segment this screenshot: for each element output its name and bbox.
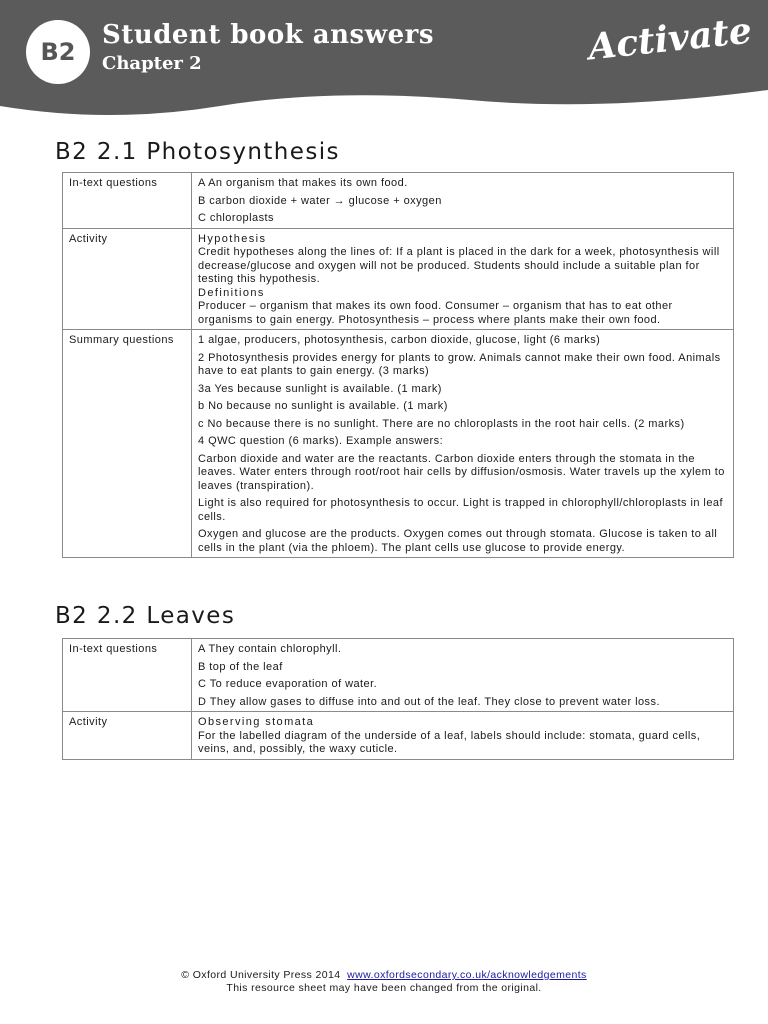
activate-logo: Activate bbox=[586, 9, 754, 69]
table-row bbox=[63, 639, 734, 712]
acknowledgements-link[interactable]: www.oxfordsecondary.co.uk/acknowledgements bbox=[347, 969, 587, 981]
row-label: In-text questions bbox=[63, 173, 192, 229]
chapter-badge: B2 bbox=[26, 20, 90, 84]
block-heading: Definitions bbox=[198, 286, 265, 299]
row-answers bbox=[192, 639, 734, 712]
answer-line: A An organism that makes its own food. bbox=[198, 177, 408, 189]
answer-line: C chloroplasts bbox=[198, 212, 274, 224]
answer-line: c No because there is no sunlight. There are no chloroplasts in the root hair cells. (2 marks) bbox=[198, 417, 685, 430]
block-text: For the labelled diagram of the underside of a leaf, labels should include: stomata, guard cells, veins, and, possibly, the waxy cuticle. bbox=[198, 729, 701, 755]
answers-table-leaves bbox=[62, 638, 734, 760]
row-label: In-text questions bbox=[63, 639, 192, 712]
answer-line: 2 Photosynthesis provides energy for plants to grow. Animals cannot make their own food. Animals have to eat plants to gain energy. (3 marks) bbox=[198, 351, 721, 377]
answer-line: b No because no sunlight is available. (1 mark) bbox=[198, 400, 448, 412]
answer-line: B top of the leaf bbox=[198, 660, 283, 673]
document-title: Student book answers bbox=[102, 20, 434, 50]
block-heading: Observing stomata bbox=[198, 716, 315, 728]
section-title-leaves: B2 2.2 Leaves bbox=[55, 603, 236, 629]
answer-line: Oxygen and glucose are the products. Oxygen comes out through stomata. Glucose is taken to all cells in the plant (via the phloem). The plant cells use glucose to provide energy. bbox=[198, 528, 718, 554]
block-text: Producer – organism that makes its own food. Consumer – organism that has to eat other organisms to gain energy. Photosynthesis – process where plants make their own food. bbox=[198, 300, 673, 326]
row-label: Summary questions bbox=[63, 330, 192, 558]
page-header bbox=[0, 0, 768, 120]
answer-line: D They allow gases to diffuse into and out of the leaf. They close to prevent water loss. bbox=[198, 695, 660, 708]
row-answers bbox=[192, 712, 734, 760]
section-title-photosynthesis: B2 2.1 Photosynthesis bbox=[55, 139, 340, 165]
page-footer bbox=[0, 969, 768, 995]
row-label: Activity bbox=[63, 712, 192, 760]
row-answers bbox=[192, 330, 734, 558]
answer-line: 3a Yes because sunlight is available. (1 mark) bbox=[198, 382, 442, 395]
block-heading: Hypothesis bbox=[198, 232, 267, 245]
row-answers bbox=[192, 173, 734, 229]
table-row bbox=[63, 330, 734, 558]
table-row bbox=[63, 173, 734, 229]
answer-line: 1 algae, producers, photosynthesis, carbon dioxide, glucose, light (6 marks) bbox=[198, 334, 601, 346]
block-text: Credit hypotheses along the lines of: If a plant is placed in the dark for a week, photosynthesis will decrease/glucose and oxygen will not be produced. Students should include a suitable plan for testing this hypothesis. bbox=[198, 246, 720, 285]
row-label: Activity bbox=[63, 228, 192, 330]
footer-note: This resource sheet may have been changed from the original. bbox=[226, 982, 542, 994]
answer-line: Carbon dioxide and water are the reactants. Carbon dioxide enters through the stomata in the leaves. Water enters through root/root hair cells by diffusion/osmosis. Water travels up the xylem to leaves (transpiration). bbox=[198, 452, 725, 492]
answer-line: B carbon dioxide + water → glucose + oxygen bbox=[198, 194, 442, 207]
copyright-text: © Oxford University Press 2014 bbox=[181, 969, 341, 981]
answers-table-photosynthesis bbox=[62, 172, 734, 558]
answer-line: C To reduce evaporation of water. bbox=[198, 678, 378, 690]
copyright-line bbox=[0, 969, 768, 982]
answer-line: 4 QWC question (6 marks). Example answers: bbox=[198, 435, 444, 447]
chapter-subtitle: Chapter 2 bbox=[102, 53, 202, 74]
answer-line: A They contain chlorophyll. bbox=[198, 643, 342, 655]
table-row bbox=[63, 228, 734, 330]
row-answers bbox=[192, 228, 734, 330]
table-row bbox=[63, 712, 734, 760]
answer-line: Light is also required for photosynthesis to occur. Light is trapped in chlorophyll/chloroplasts in leaf cells. bbox=[198, 497, 723, 523]
